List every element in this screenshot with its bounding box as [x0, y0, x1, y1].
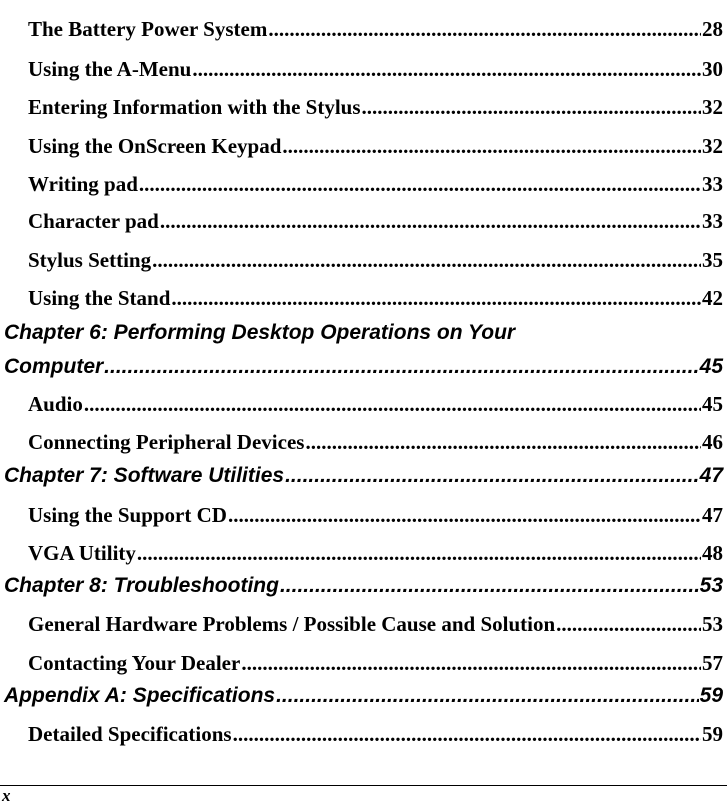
dot-leader: [137, 541, 701, 566]
toc-entry-title: VGA Utility: [28, 541, 136, 565]
footer-page-number: x: [2, 786, 11, 805]
toc-entry-title: Detailed Specifications: [28, 722, 232, 746]
toc-entry-title: Audio: [28, 392, 83, 416]
toc-entry-battery-power-system[interactable]: [28, 17, 723, 42]
toc-chapter-title: Appendix A: Specifications: [4, 684, 276, 707]
toc-entry-page: 30: [702, 57, 723, 81]
toc-entry-using-support-cd[interactable]: [28, 503, 723, 528]
toc-entry-page: 46: [702, 430, 723, 454]
toc-entry-page: 32: [702, 95, 723, 119]
toc-entry-title: Connecting Peripheral Devices: [28, 430, 305, 454]
toc-entry-title: Contacting Your Dealer: [28, 651, 241, 675]
toc-chapter-8[interactable]: [4, 574, 723, 598]
dot-leader: [233, 722, 701, 747]
toc-entry-title: Using the A-Menu: [28, 57, 192, 81]
dot-leader: [305, 430, 701, 455]
toc-entry-page: 32: [702, 134, 723, 158]
toc-chapter-title: Computer: [4, 355, 104, 378]
toc-entry-page: 45: [702, 392, 723, 416]
toc-entry-page: 48: [702, 541, 723, 565]
dot-leader: [241, 651, 701, 676]
dot-leader: [268, 17, 701, 42]
dot-leader: [84, 392, 701, 417]
toc-entry-page: 59: [702, 722, 723, 746]
dot-leader: [362, 95, 701, 120]
toc-entry-title: Using the Support CD: [28, 503, 227, 527]
toc-chapter-page: 59: [699, 684, 723, 707]
toc-entry-page: 35: [702, 248, 723, 272]
toc-chapter-title: Chapter 7: Software Utilities: [4, 464, 285, 487]
toc-entry-using-the-stand[interactable]: [28, 286, 723, 311]
toc-entry-character-pad[interactable]: [28, 209, 723, 234]
dot-leader: [556, 612, 701, 637]
toc-entry-using-a-menu[interactable]: [28, 57, 723, 82]
toc-entry-title: Using the Stand: [28, 286, 171, 310]
toc-entry-connecting-peripheral-devices[interactable]: [28, 430, 723, 455]
dot-leader: [192, 57, 701, 82]
toc-entry-stylus-setting[interactable]: [28, 248, 723, 273]
toc-chapter-page: 47: [699, 464, 723, 487]
dot-leader: [276, 684, 699, 708]
toc-entry-page: 28: [702, 17, 723, 41]
toc-chapter-title: Chapter 8: Troubleshooting: [4, 574, 279, 597]
dot-leader: [228, 503, 701, 528]
toc-entry-title: General Hardware Problems / Possible Cause and Solution: [28, 612, 556, 636]
toc-entry-page: 33: [702, 172, 723, 196]
dot-leader: [282, 134, 701, 159]
toc-chapter-6[interactable]: [4, 355, 723, 379]
toc-entry-page: 47: [702, 503, 723, 527]
toc-entry-page: 42: [702, 286, 723, 310]
toc-entry-general-hardware-problems[interactable]: [28, 612, 723, 637]
dot-leader: [285, 464, 699, 488]
dot-leader: [104, 355, 698, 379]
toc-entry-title: Stylus Setting: [28, 248, 152, 272]
toc-entry-title: Character pad: [28, 209, 159, 233]
dot-leader: [171, 286, 701, 311]
toc-chapter-page: 45: [699, 355, 723, 378]
toc-chapter-page: 53: [699, 574, 723, 597]
toc-entry-title: Entering Information with the Stylus: [28, 95, 361, 119]
toc-entry-title: The Battery Power System: [28, 17, 268, 41]
footer-rule: [0, 785, 727, 786]
toc-entry-page: 33: [702, 209, 723, 233]
toc-entry-detailed-specifications[interactable]: [28, 722, 723, 747]
toc-entry-writing-pad[interactable]: [28, 172, 723, 197]
toc-entry-title: Using the OnScreen Keypad: [28, 134, 282, 158]
toc-chapter-6-heading-line1[interactable]: Chapter 6: Performing Desktop Operations on Your: [4, 321, 516, 344]
toc-entry-entering-information-stylus[interactable]: [28, 95, 723, 120]
dot-leader: [280, 574, 699, 598]
toc-entry-vga-utility[interactable]: [28, 541, 723, 566]
dot-leader: [139, 172, 701, 197]
toc-chapter-7[interactable]: [4, 464, 723, 488]
toc-entry-page: 57: [702, 651, 723, 675]
dot-leader: [160, 209, 701, 234]
toc-entry-page: 53: [702, 612, 723, 636]
toc-entry-onscreen-keypad[interactable]: [28, 134, 723, 159]
toc-entry-audio[interactable]: [28, 392, 723, 417]
dot-leader: [152, 248, 701, 273]
toc-appendix-a[interactable]: [4, 684, 723, 708]
toc-entry-contacting-your-dealer[interactable]: [28, 651, 723, 676]
toc-entry-title: Writing pad: [28, 172, 138, 196]
